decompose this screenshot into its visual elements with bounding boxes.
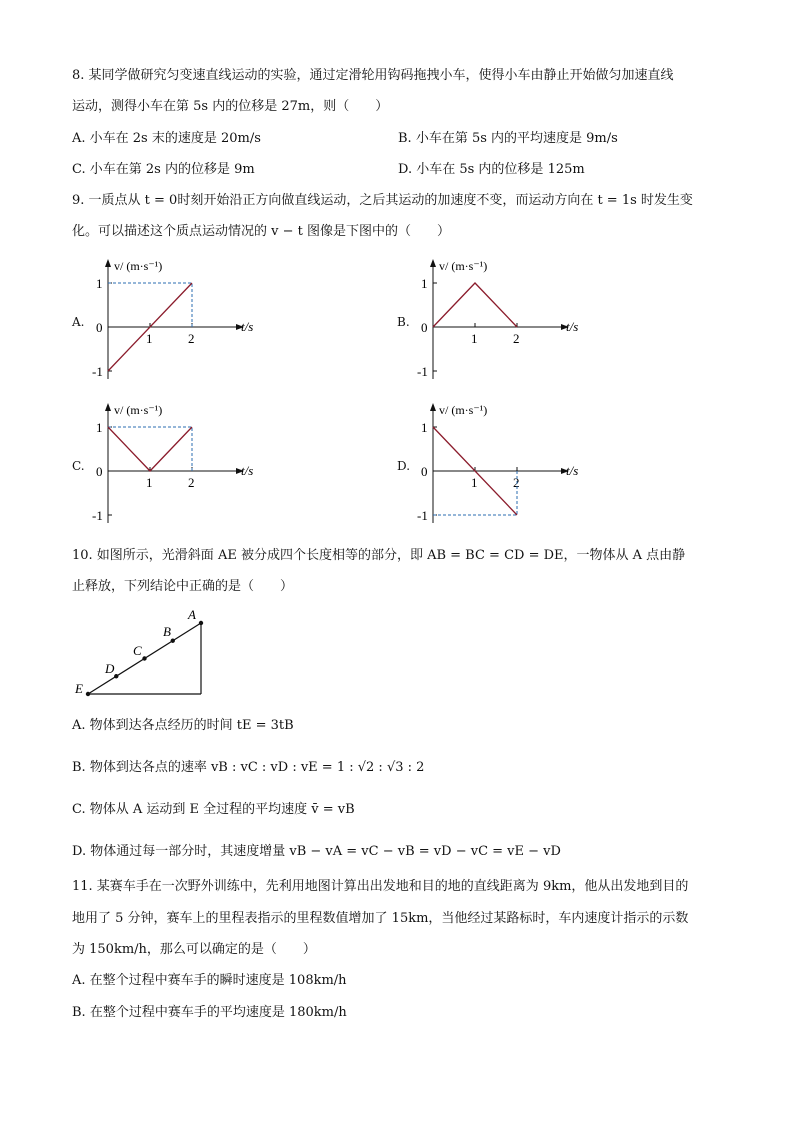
q8-option-b: B. 小车在第 5s 内的平均速度是 9m/s <box>398 131 618 146</box>
y-tick-neg1: -1 <box>417 508 428 523</box>
q9-graph-label-a: A. <box>72 315 85 329</box>
point-a-dot <box>199 621 203 625</box>
q9-graph-label-b: B. <box>397 315 410 329</box>
x-tick-2: 2 <box>188 331 195 346</box>
y-tick-neg1: -1 <box>92 364 103 379</box>
point-b-dot <box>171 639 175 643</box>
q8-stem-line1: 8. 某同学做研究匀变速直线运动的实验，通过定滑轮用钩码拖拽小车，使得小车由静止开始做匀加速直线 <box>72 68 674 83</box>
x-tick-2: 2 <box>513 475 520 490</box>
x-axis-label: t/s <box>241 463 254 478</box>
q9-graph-label-c: C. <box>72 459 85 473</box>
y-tick-0: 0 <box>421 464 428 479</box>
q9-graph-d <box>413 399 593 534</box>
y-tick-1: 1 <box>421 276 428 291</box>
q8-option-a: A. 小车在 2s 末的速度是 20m/s <box>72 131 261 146</box>
y-axis-arrow <box>430 403 436 411</box>
y-axis-label: v/ (m·s⁻¹) <box>114 403 163 417</box>
x-axis-label: t/s <box>566 463 579 478</box>
vt-series-line <box>433 283 517 327</box>
q9-graph-a <box>88 255 268 390</box>
incline-figure <box>70 605 220 700</box>
point-a-label: A <box>188 607 196 622</box>
y-tick-0: 0 <box>96 320 103 335</box>
y-tick-1: 1 <box>421 420 428 435</box>
q10-option-d: D. 物体通过每一部分时，其速度增量 vB − vA = vC − vB = vD − vC = vE − vD <box>72 844 561 859</box>
y-tick-neg1: -1 <box>417 364 428 379</box>
y-tick-neg1: -1 <box>92 508 103 523</box>
point-c-label: C <box>133 643 142 658</box>
y-tick-0: 0 <box>421 320 428 335</box>
y-axis-arrow <box>430 259 436 267</box>
point-d-dot <box>114 674 118 678</box>
q11-stem-line1: 11. 某赛车手在一次野外训练中，先利用地图计算出出发地和目的地的直线距离为 9km，他从出发地到目的 <box>72 879 689 894</box>
q11-stem-line2: 地用了 5 分钟，赛车上的里程表指示的里程数值增加了 15km，当他经过某路标时，车内速度计指示的示数 <box>72 911 689 926</box>
q10-stem-line2: 止释放，下列结论中正确的是（ ） <box>72 579 294 594</box>
y-axis-label: v/ (m·s⁻¹) <box>439 403 488 417</box>
q11-stem-line3: 为 150km/h，那么可以确定的是（ ） <box>72 942 316 957</box>
point-b-label: B <box>163 624 171 639</box>
q8-stem-line2: 运动，测得小车在第 5s 内的位移是 27m，则（ ） <box>72 99 389 114</box>
x-tick-1: 1 <box>471 475 478 490</box>
y-axis-arrow <box>105 403 111 411</box>
y-tick-1: 1 <box>96 276 103 291</box>
q9-graph-label-d: D. <box>397 459 411 473</box>
x-axis-label: t/s <box>566 319 579 334</box>
q9-graph-c <box>88 399 268 534</box>
q10-option-a: A. 物体到达各点经历的时间 tE = 3tB <box>72 718 294 733</box>
q8-option-d: D. 小车在 5s 内的位移是 125m <box>398 162 585 177</box>
q9-graph-b <box>413 255 593 390</box>
point-e-dot <box>86 692 90 696</box>
vt-series-line <box>108 427 192 471</box>
q9-stem-line2: 化。可以描述这个质点运动情况的 v − t 图像是下图中的（ ） <box>72 224 450 239</box>
y-tick-0: 0 <box>96 464 103 479</box>
x-tick-2: 2 <box>513 331 520 346</box>
y-axis-label: v/ (m·s⁻¹) <box>439 259 488 273</box>
q10-option-b: B. 物体到达各点的速率 vB : vC : vD : vE = 1 : √2 : √3 : 2 <box>72 760 425 775</box>
q9-stem-line1: 9. 一质点从 t = 0时刻开始沿正方向做直线运动，之后其运动的加速度不变，而运动方向在 t = 1s 时发生变 <box>72 193 693 208</box>
x-axis-label: t/s <box>241 319 254 334</box>
x-tick-1: 1 <box>146 475 153 490</box>
y-axis-arrow <box>105 259 111 267</box>
y-tick-1: 1 <box>96 420 103 435</box>
q10-stem-line1: 10. 如图所示，光滑斜面 AE 被分成四个长度相等的部分，即 AB = BC = CD = DE，一物体从 A 点由静 <box>72 548 686 563</box>
x-tick-2: 2 <box>188 475 195 490</box>
q10-option-c: C. 物体从 A 运动到 E 全过程的平均速度 v̄ = vB <box>72 802 355 817</box>
q11-option-b: B. 在整个过程中赛车手的平均速度是 180km/h <box>72 1005 347 1020</box>
q11-option-a: A. 在整个过程中赛车手的瞬时速度是 108km/h <box>72 973 347 988</box>
x-tick-1: 1 <box>146 331 153 346</box>
y-axis-label: v/ (m·s⁻¹) <box>114 259 163 273</box>
point-e-label: E <box>75 681 83 696</box>
point-d-label: D <box>105 661 115 676</box>
q8-option-c: C. 小车在第 2s 内的位移是 9m <box>72 162 255 177</box>
x-tick-1: 1 <box>471 331 478 346</box>
point-c-dot <box>142 656 146 660</box>
